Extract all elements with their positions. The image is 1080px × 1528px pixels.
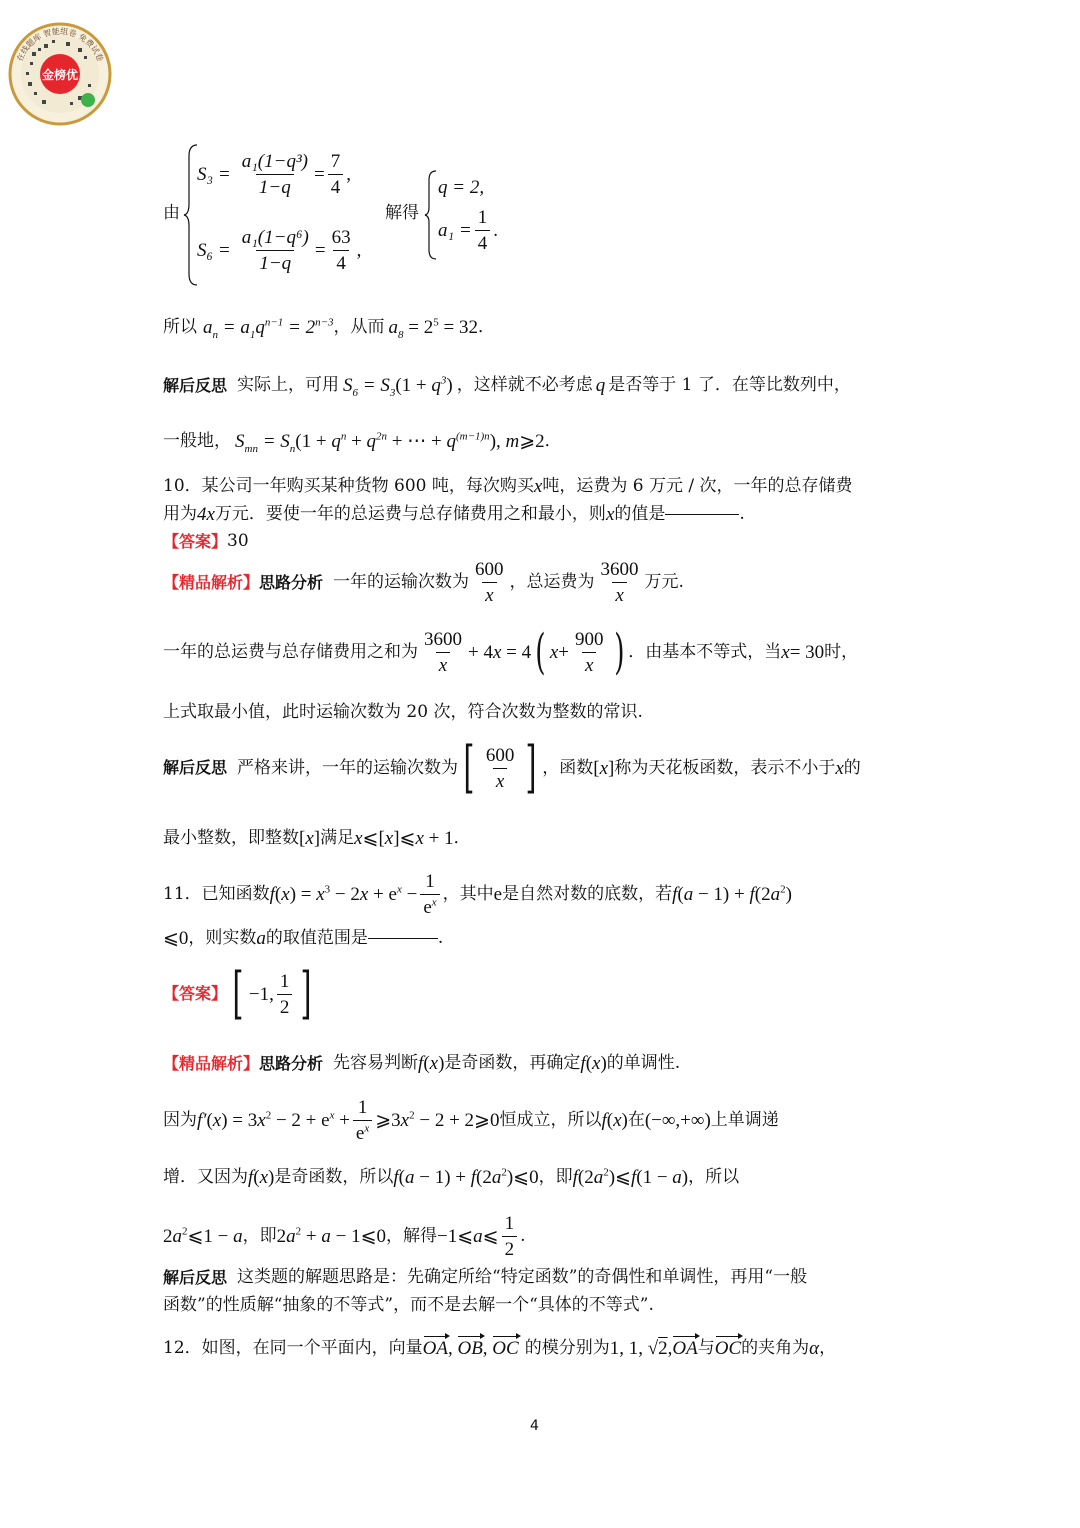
- q11-analysis-line2: 因为 $f'(x) = 3x^2 - 2 + e^x$ + $\frac{1}{e^x}$ $⩾3x^2 - 2$ + 2⩾0 恒成立，所以 f(x) 在 (−∞,+∞) 上单调递: [163, 1097, 779, 1144]
- logo-name: 金榜优: [41, 68, 79, 82]
- q12-stem: 12．如图，在同一个平面内，向量 OA, OB, OC 的模分别为 1, 1, √2, OA 与 OC 的夹角为 α ，: [163, 1338, 837, 1359]
- q11-stem-line1: 11．已知函数 $f(x) = x^3 - 2x + e^x$ − $\frac{1}{e^x}$ ，其中 e 是自然对数的底数，若 $f(a - 1) + f(2a^2)$: [163, 871, 792, 918]
- an-line: 所以 $a_n = a_1q^{n-1} = 2^{n-3}$ ，从而 $a_8 = 2^5 = 32$ ．: [163, 316, 495, 341]
- q10-reflect-line1: 解后反思 严格来讲，一年的运输次数为 [ $\frac{600}{x}$ ] ，函数 [x] 称为天花板函数，表示不小于 x 的: [163, 735, 861, 800]
- s6-equation: S₆ = $\frac{\text{a₁(1−q⁶)}}{1-q}$ = $\frac{63}{4}$ ,: [197, 227, 362, 274]
- q10-analysis-line3: 上式取最小值，此时运输次数为 20 次，符合次数为整数的常识.: [163, 702, 643, 722]
- jinbangyou-logo: [8, 22, 112, 126]
- q11-answer: 【答案】 [ −1, $\frac{1}{2}$ ]: [163, 961, 312, 1026]
- q11-analysis-line4: $2a^2⩽1 - a$ ，即 $2a^2 + a$ − 1⩽0 ，解得 −1⩽a⩽ $\frac{1}{2}$ .: [163, 1213, 526, 1260]
- s3-equation: S₃ = $\frac{\text{a₁(1−q³)}}{1-q}$ = $\frac{7}{4}$ ,: [197, 151, 351, 198]
- q10-answer: 【答案】 30: [163, 531, 249, 551]
- q9-reflect-line1: 解后反思 实际上，可用 $S_6 = S_3(1 + q^3)$ ，这样就不必考虑 q 是否等于 1 了．在等比数列中，: [163, 374, 851, 399]
- q11-reflect-line1: 解后反思 这类题的解题思路是：先确定所给“特定函数”的奇偶性和单调性，再用“一般: [163, 1267, 808, 1287]
- left-brace-icon: [424, 170, 438, 260]
- sol-q: q = 2,: [438, 177, 485, 198]
- q10-stem-line2: 用为 4x 万元．要使一年的总运费与总存储费用之和最小，则 x 的值是 .: [163, 504, 745, 525]
- q11-stem-line2: ⩽0 ，则实数 a 的取值范围是 .: [163, 928, 444, 949]
- q9-reflect-line2: 一般地， $S_{mn} = S_n(1 + q^n + q^{2n}$ + ⋯ + $q^{(m-1)n}$), m⩾2 ．: [163, 430, 562, 455]
- q11-analysis-line3: 增．又因为 f(x) 是奇函数，所以 $f(a - 1) + f(2a^2)⩽0$ ，即 $f(2a^2)⩽f(1 - a)$ ，所以: [163, 1166, 740, 1188]
- q9-jiede: 解得: [385, 203, 419, 223]
- page-number: 4: [530, 1418, 539, 1434]
- q10-reflect-line2: 最小整数，即整数 [x] 满足 x⩽[x]⩽x + 1 ．: [163, 828, 471, 849]
- q10-analysis-line1: 【精品解析】 思路分析 一年的运输次数为 $\frac{600}{x}$ ，总运费为 $\frac{3600}{x}$ 万元.: [163, 559, 684, 606]
- q10-stem-line1: 10．某公司一年购买某种货物 600 吨，每次购买 x 吨，运费为 6 万元 / 次，一年的总存储费: [163, 476, 853, 497]
- q9-you: 由: [163, 203, 180, 223]
- logo-ring-text: 在线题库 智能组卷 免费试卷: [15, 26, 105, 63]
- q10-analysis-line2: 一年的总运费与总存储费用之和为 $\frac{3600}{x}$ + 4x = 4 ( x + $\frac{900}{x}$ ) ．由基本不等式，当 x = 30 时，: [163, 624, 859, 680]
- q11-analysis-line1: 【精品解析】 思路分析 先容易判断 f(x) 是奇函数，再确定 f(x) 的单调性.: [163, 1053, 681, 1074]
- sol-a1: a₁ = $\frac{1}{4}$ .: [438, 207, 498, 254]
- q11-reflect-line2: 函数”的性质解“抽象的不等式”，而不是去解一个“具体的不等式”.: [163, 1295, 654, 1315]
